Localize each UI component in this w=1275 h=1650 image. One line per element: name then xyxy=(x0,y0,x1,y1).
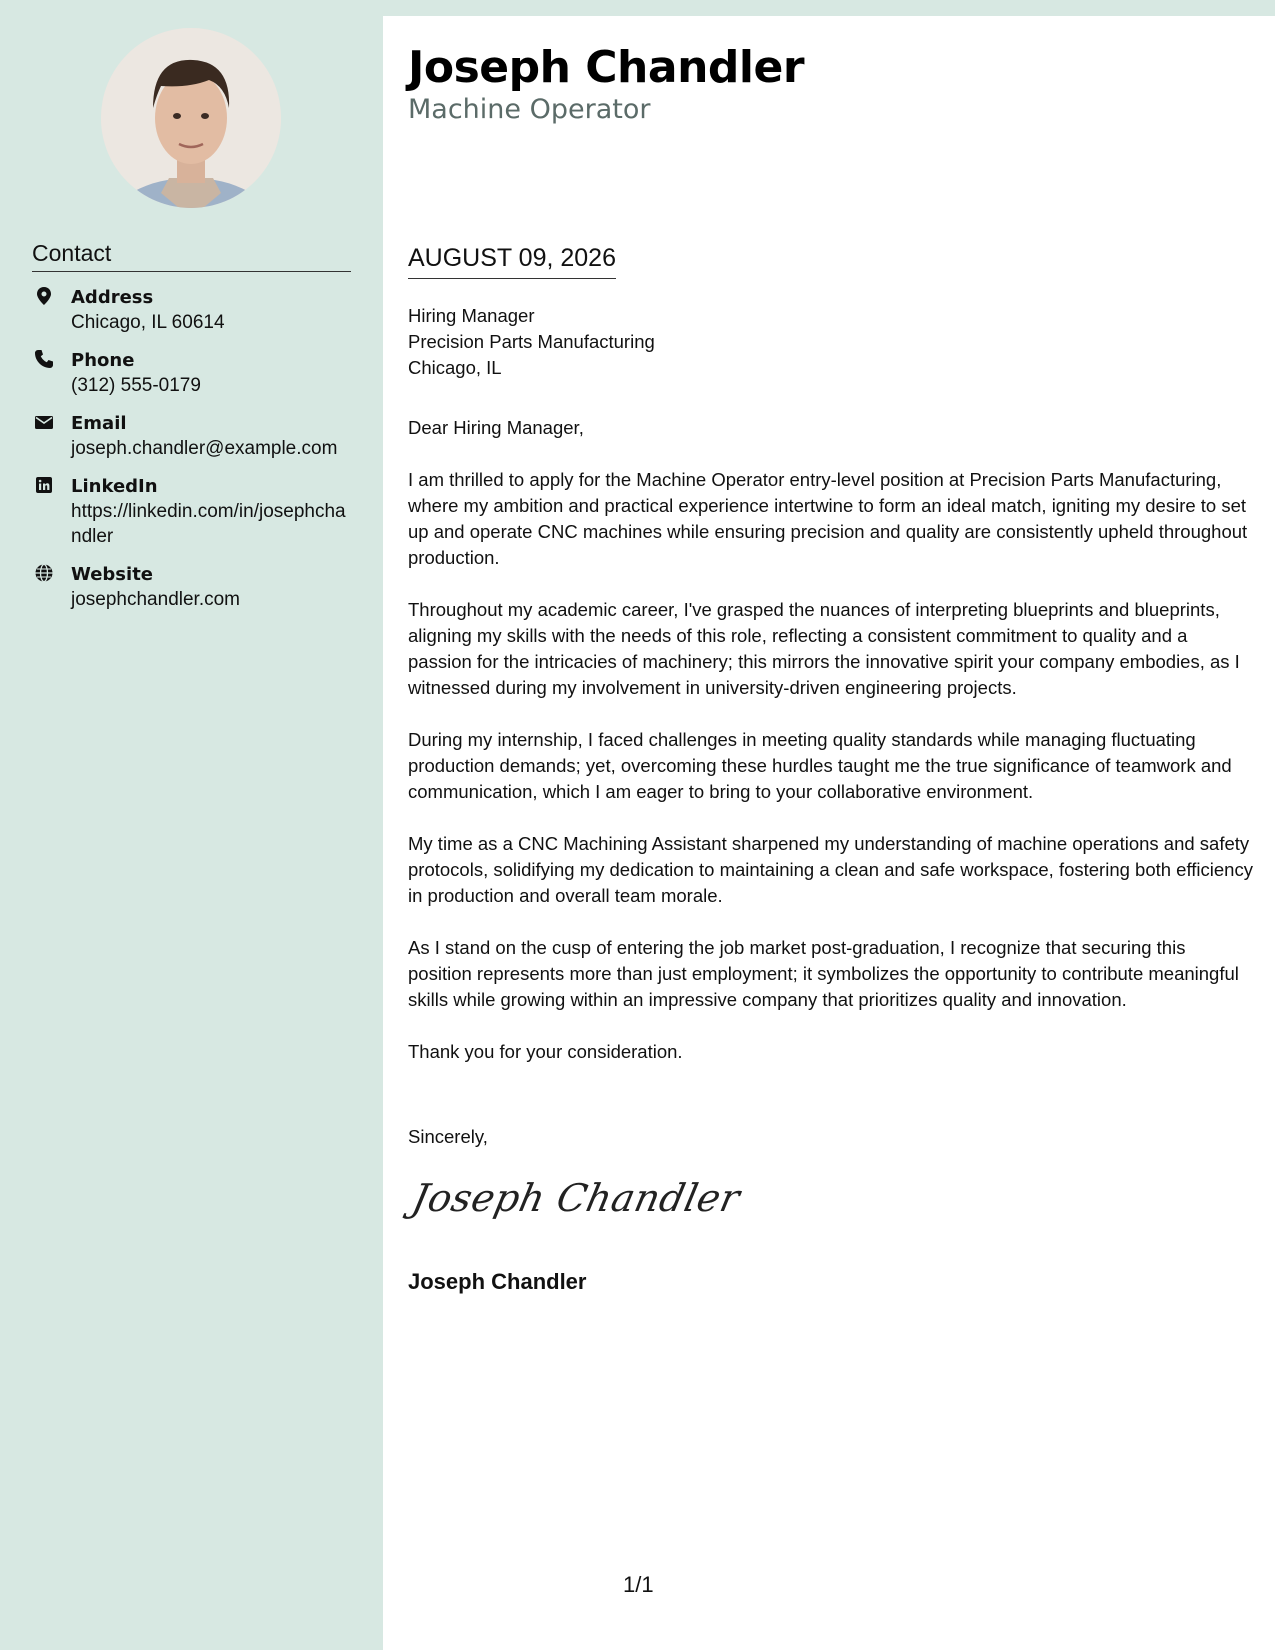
contact-address xyxy=(32,285,352,335)
website-link[interactable]: josephchandler.com xyxy=(71,589,240,610)
contact-phone xyxy=(32,348,352,398)
linkedin-link[interactable]: https://linkedin.com/in/josephchandler xyxy=(71,501,346,547)
linkedin-icon xyxy=(34,475,54,495)
map-pin-icon xyxy=(34,286,54,306)
phone-icon xyxy=(34,349,54,369)
letter-body xyxy=(408,415,1253,1091)
body-paragraph: I am thrilled to apply for the Machine Operator entry-level position at Precision Parts Manufacturing, where my ambition and practical experience intertwine to form an ideal match, igniting my desire to set up and operate CNC machines while ensuring precision and quality are consistently upheld throughout production. xyxy=(408,469,1248,568)
applicant-name: Joseph Chandler xyxy=(408,42,805,93)
body-paragraph: During my internship, I faced challenges in meeting quality standards while managing fluctuating production demands; yet, overcoming these hurdles taught me the true significance of teamwork and communication, which I am eager to bring to your collaborative environment. xyxy=(408,729,1232,802)
body-paragraph: As I stand on the cusp of entering the job market post-graduation, I recognize that securing this position represents more than just employment; it symbolizes the opportunity to contribute meaningful skills while growing within an impressive company that prioritizes quality and innovation. xyxy=(408,937,1239,1010)
job-title: Machine Operator xyxy=(408,94,651,125)
globe-icon xyxy=(34,563,54,583)
contact-heading: Contact xyxy=(32,240,351,272)
email-link[interactable]: joseph.chandler@example.com xyxy=(71,438,338,459)
recipient-line: Chicago, IL xyxy=(408,357,502,378)
signature: Joseph Chandler xyxy=(408,1176,744,1220)
contact-linkedin xyxy=(32,474,352,549)
contact-label: LinkedIn xyxy=(71,476,158,497)
recipient-line: Precision Parts Manufacturing xyxy=(408,331,655,352)
body-paragraph: Throughout my academic career, I've grasped the nuances of interpreting blueprints and blueprints, aligning my skills with the needs of this role, reflecting a consistent commitment to quality and a passion for the intricacies of machinery; this mirrors the innovative spirit your company embodies, as I witnessed during my involvement in university-driven engineering projects. xyxy=(408,599,1240,698)
signatory-name: Joseph Chandler xyxy=(408,1269,587,1294)
letter-main xyxy=(383,16,1275,1650)
contact-label: Website xyxy=(71,564,154,585)
thank-you-line: Thank you for your consideration. xyxy=(408,1041,683,1062)
body-paragraph: My time as a CNC Machining Assistant sharpened my understanding of machine operations and safety protocols, solidifying my dedication to maintaining a clean and safe workspace, fostering both efficiency in production and overall team morale. xyxy=(408,833,1253,906)
recipient-block xyxy=(408,303,655,381)
contact-value: Chicago, IL 60614 xyxy=(71,312,225,333)
page-number: 1/1 xyxy=(623,1572,654,1597)
contact-label: Address xyxy=(71,287,154,308)
contact-label: Email xyxy=(71,413,127,434)
contact-value: (312) 555-0179 xyxy=(71,375,201,396)
salutation: Dear Hiring Manager, xyxy=(408,417,584,438)
avatar xyxy=(101,28,281,208)
closing: Sincerely, xyxy=(408,1126,488,1147)
sidebar xyxy=(0,0,383,1650)
letter-date: AUGUST 09, 2026 xyxy=(408,244,616,279)
contact-label: Phone xyxy=(71,350,135,371)
recipient-line: Hiring Manager xyxy=(408,305,535,326)
contact-website xyxy=(32,562,352,612)
contact-email xyxy=(32,411,352,461)
envelope-icon xyxy=(34,412,54,432)
contact-list xyxy=(32,285,352,625)
